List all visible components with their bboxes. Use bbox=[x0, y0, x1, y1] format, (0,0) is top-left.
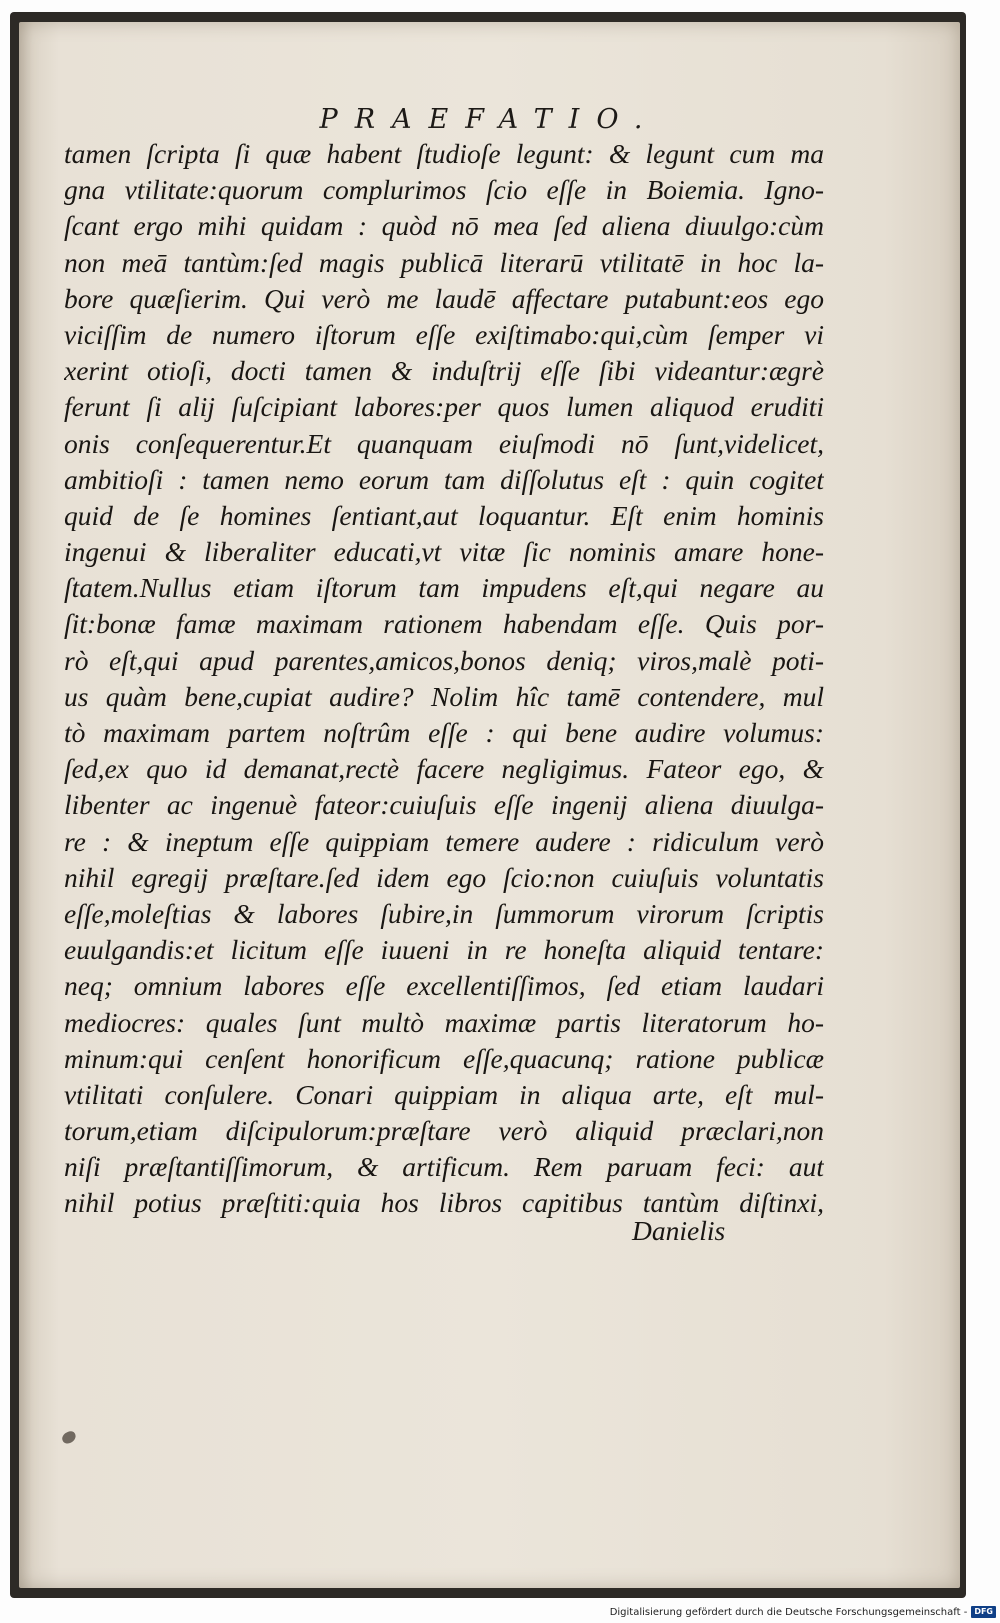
text-line: neq; omnium labores eſſe excellentiſſimos, ſed etiam laudari bbox=[64, 970, 824, 1002]
text-line: euulgandis:et licitum eſſe iuueni in re honeſta aliquid tentare: bbox=[64, 934, 824, 966]
text-line: nihil egregij præſtare.ſed idem ego ſcio:non cuiuſuis voluntatis bbox=[64, 861, 824, 893]
book-page bbox=[19, 22, 960, 1588]
text-line: ingenui & liberaliter educati,vt vitæ ſic nominis amare hone- bbox=[64, 536, 824, 568]
text-line: bore quæſierim. Qui verò me laudē affectare putabunt:eos ego bbox=[64, 282, 824, 314]
text-line: viciſſim de numero iſtorum eſſe exiſtimabo:qui,cùm ſemper vi bbox=[64, 318, 824, 350]
catchword: Danielis bbox=[632, 1215, 726, 1246]
text-line: tò maximam partem noſtrûm eſſe : qui bene audire volumus: bbox=[64, 717, 824, 748]
text-line: eſſe,moleſtias & labores ſubire,in ſummorum virorum ſcriptis bbox=[64, 897, 824, 929]
text-line: ſed,ex quo id demanat,rectè facere negligimus. Fateor ego, & bbox=[64, 753, 824, 785]
text-line: xerint otioſi, docti tamen & induſtrij eſſe ſibi videantur:ægrè bbox=[64, 355, 824, 387]
text-line: ferunt ſi alij ſuſcipiant labores:per quos lumen aliquod eruditi bbox=[64, 391, 824, 423]
text-line: us quàm bene,cupiat audire? Nolim hîc tamē contendere, mul bbox=[64, 680, 824, 712]
ink-blot bbox=[60, 1430, 77, 1446]
text-line: tamen ſcripta ſi quæ habent ſtudioſe legunt: & legunt cum ma bbox=[64, 138, 824, 169]
text-line: non meā tantùm:ſed magis publicā literarū vtilitatē in hoc la- bbox=[64, 246, 824, 278]
body-text bbox=[64, 136, 824, 1222]
text-line: torum,etiam diſcipulorum:præſtare verò aliquid præclari,non bbox=[64, 1115, 824, 1147]
text-line: ſcant ergo mihi quidam : quòd nō mea ſed aliena diuulgo:cùm bbox=[64, 210, 824, 242]
text-line: libenter ac ingenuè fateor:cuiuſuis eſſe ingenij aliena diuulga- bbox=[64, 789, 824, 821]
running-head: PRAEFATIO. bbox=[319, 104, 660, 135]
text-line: rò eſt,qui apud parentes,amicos,bonos deniq; viros,malè poti- bbox=[64, 644, 824, 676]
text-line: onis conſequerentur.Et quanquam eiuſmodi nō ſunt,videlicet, bbox=[64, 427, 824, 459]
dfg-logo: DFG bbox=[971, 1606, 996, 1618]
text-line: minum:qui cenſent honorificum eſſe,quacunq; ratione publicæ bbox=[64, 1042, 824, 1074]
text-line: vtilitati conſulere. Conari quippiam in aliqua arte, eſt mul- bbox=[64, 1078, 824, 1110]
text-line: re : & ineptum eſſe quippiam temere audere : ridiculum verò bbox=[64, 825, 824, 857]
text-line: niſi præſtantiſſimorum, & artificum. Rem paruam feci: aut bbox=[64, 1151, 824, 1183]
text-line: nihil potius præſtiti:quia hos libros capitibus tantùm diſtinxi, bbox=[64, 1187, 824, 1219]
text-line: quid de ſe homines ſentiant,aut loquantur. Eſt enim hominis bbox=[64, 499, 824, 531]
digitization-footer bbox=[610, 1605, 996, 1619]
text-line: ſit:bonæ famæ maximam rationem habendam eſſe. Quis por- bbox=[64, 608, 824, 640]
text-line: gna vtilitate:quorum complurimos ſcio eſſe in Boiemia. Igno- bbox=[64, 174, 824, 206]
text-line: mediocres: quales ſunt multò maximæ partis literatorum ho- bbox=[64, 1006, 824, 1038]
funding-notice: Digitalisierung gefördert durch die Deutsche Forschungsgemeinschaft - bbox=[609, 1606, 968, 1618]
text-line: ambitioſi : tamen nemo eorum tam diſſolutus eſt : quin cogitet bbox=[64, 463, 824, 495]
text-line: ſtatem.Nullus etiam iſtorum tam impudens eſt,qui negare au bbox=[64, 572, 824, 604]
